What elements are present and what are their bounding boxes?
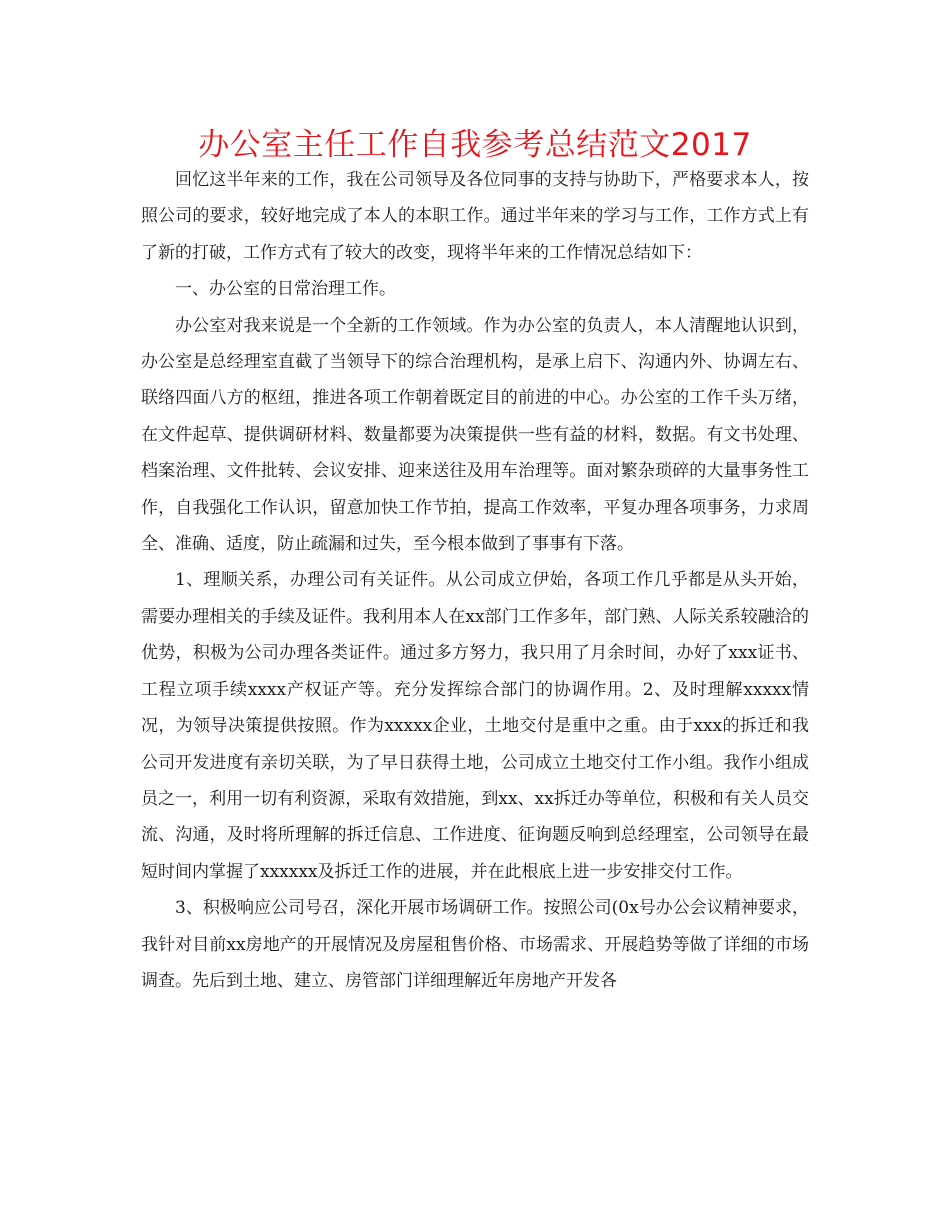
document-title: 办公室主任工作自我参考总结范文2017 — [198, 127, 752, 163]
paragraph-item-3: 3、积极响应公司号召，深化开展市场调研工作。按照公司(0x号办公会议精神要求，我针对目前xx房地产的开展情况及房屋租售价格、市场需求、开展趋势等做了详细的市场调查。先后到土地、建立、房管部门详细理解近年房地产开发各 — [141, 898, 809, 991]
paragraph-office-work: 办公室对我来说是一个全新的工作领域。作为办公室的负责人，本人清醒地认识到，办公室是总经理室直截了当领导下的综合治理机构，是承上启下、沟通内外、协调左右、联络四面八方的枢纽，推进各项工作朝着既定目的前进的中心。办公室的工作千头万绪，在文件起草、提供调研材料、数量都要为决策提供一些有益的材料，数据。有文书处理、档案治理、文件批转、会议安排、迎来送往及用车治理等。面对繁杂琐碎的大量事务性工作，自我强化工作认识，留意加快工作节拍，提高工作效率，平复办理各项事务，力求周全、准确、适度，防止疏漏和过失，至今根本做到了事事有下落。 — [141, 315, 809, 555]
section-heading: 一、办公室的日常治理工作。 — [175, 279, 396, 300]
paragraph-item-1-2: 1、理顺关系，办理公司有关证件。从公司成立伊始，各项工作几乎都是从头开始，需要办理相关的手续及证件。我利用本人在xx部门工作多年，部门熟、人际关系较融洽的优势，积极为公司办理各类证件。通过多方努力，我只用了月余时间，办好了xxx证书、工程立项手续xxxx产权证产等。充分发挥综合部门的协调作用。2、及时理解xxxxx情况，为领导决策提供按照。作为xxxxx企业，土地交付是重中之重。由于xxx的拆迁和我公司开发进度有亲切关联，为了早日获得土地，公司成立土地交付工作小组。我作小组成员之一，利用一切有利资源，采取有效措施，到xx、xx拆迁办等单位，积极和有关人员交流、沟通，及时将所理解的拆迁信息、工作进度、征询题反响到总经理室，公司领导在最短时间内掌握了xxxxxx及拆迁工作的进展，并在此根底上进一步安排交付工作。 — [141, 570, 809, 882]
paragraph-intro: 回忆这半年来的工作，我在公司领导及各位同事的支持与协助下，严格要求本人，按照公司的要求，较好地完成了本人的本职工作。通过半年来的学习与工作，工作方式上有了新的打破，工作方式有了较大的改变，现将半年来的工作情况总结如下： — [141, 170, 809, 263]
document-body — [141, 162, 809, 999]
